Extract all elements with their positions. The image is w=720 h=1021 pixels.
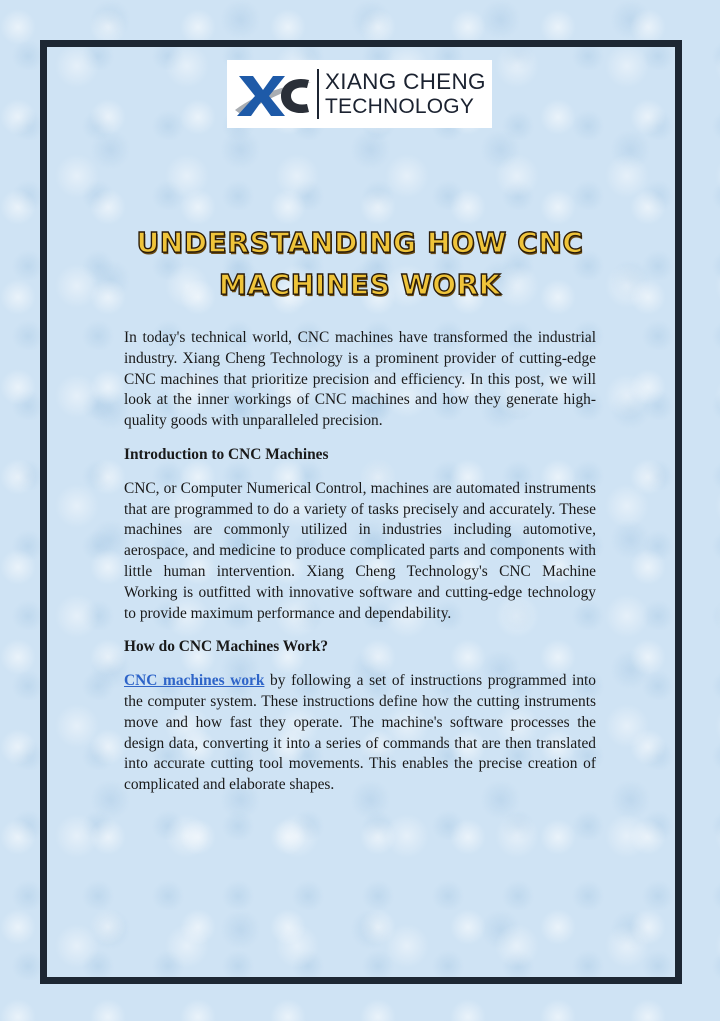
page-title — [124, 222, 596, 306]
article-content — [124, 328, 596, 796]
cnc-machines-work-link[interactable]: CNC machines work — [124, 672, 265, 690]
section-how-it-works-text: by following a set of instructions programmed into the computer system. These instructions define how the cutting instruments move and how fast they operate. The machine's software processes the design data, converting it into a series of commands that are then translated into accurate cutting tool movements. This enables the precise creation of complicated and elaborate shapes. — [124, 672, 596, 794]
logo-line-1: XIANG CHENG — [325, 69, 486, 94]
section-heading-introduction: Introduction to CNC Machines — [124, 445, 329, 463]
page-title-line-2: MACHINES WORK — [218, 268, 502, 301]
logo-wordmark — [325, 69, 486, 119]
xc-logo-icon — [233, 66, 313, 122]
section-introduction-paragraph: CNC, or Computer Numerical Control, machines are automated instruments that are programmed to do a variety of tasks precisely and accurately. These machines are commonly utilized in industries including automotive, aerospace, and medicine to produce complicated parts and components with little human intervention. Xiang Cheng Technology's CNC Machine Working is outfitted with innovative software and cutting-edge technology to provide maximum performance and dependability. — [124, 479, 596, 622]
section-heading-how-it-works: How do CNC Machines Work? — [124, 638, 329, 656]
logo-divider — [317, 69, 319, 119]
intro-paragraph: In today's technical world, CNC machines have transformed the industrial industry. Xiang Cheng Technology is a prominent provider of cutting-edge CNC machines that prioritize precision and efficiency. In this post, we will look at the inner workings of CNC machines and how they generate high-quality goods with unparalleled precision. — [124, 329, 596, 430]
page-title-line-1: UNDERSTANDING HOW CNC — [136, 226, 584, 259]
section-how-it-works-paragraph — [124, 671, 596, 796]
logo-line-2: TECHNOLOGY — [325, 95, 475, 118]
company-logo — [227, 60, 492, 128]
